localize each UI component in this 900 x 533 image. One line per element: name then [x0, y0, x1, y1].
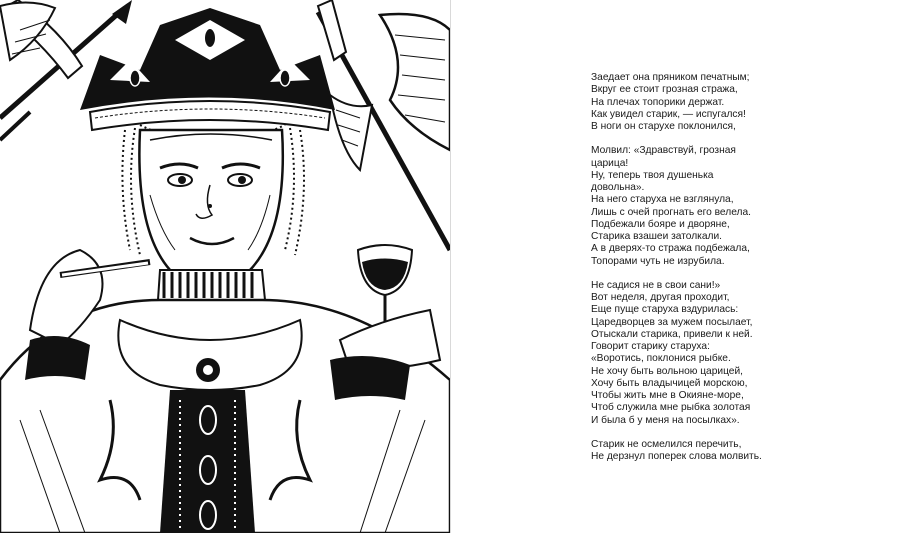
- stanza-2: [591, 145, 891, 268]
- poem-line: Подбежали бояре и дворяне,: [591, 218, 730, 230]
- right-halberd: [318, 0, 450, 250]
- poem-line: Еще пуще старуха вздурилась:: [591, 304, 739, 316]
- poem-line: «Воротись, поклонися рыбке.: [591, 353, 731, 365]
- stanza-4: [591, 439, 891, 464]
- face: [139, 130, 282, 283]
- poem-line: На плечах топорики держат.: [591, 96, 725, 108]
- poem-line: В ноги он старухе поклонился,: [591, 121, 736, 132]
- poem-line: Отыскали старика, привели к ней.: [591, 328, 753, 340]
- poem-line: Заедает она пряником печатным;: [591, 72, 750, 83]
- poem-line: Чтоб служила мне рыбка золотая: [591, 402, 751, 414]
- poem-line: И была б у меня на посылках».: [591, 414, 740, 426]
- poem-line: Вкруг ее стоит грозная стража,: [591, 84, 738, 96]
- poem-line: Вот неделя, другая проходит,: [591, 292, 730, 303]
- poem-line: Не дерзнул поперек слова молвить.: [591, 451, 762, 462]
- poem-line: довольна».: [591, 182, 645, 193]
- stanza-3: [591, 280, 891, 427]
- poem-line: Молвил: «Здравствуй, грозная: [591, 145, 736, 157]
- poem-line: Ну, теперь твоя душенька: [591, 169, 714, 181]
- poem-line: Не хочу быть вольною царицей,: [591, 365, 743, 377]
- poem-line: Говорит старику старуха:: [591, 341, 710, 352]
- poem-line: царица!: [591, 157, 629, 169]
- poem-line: Чтобы жить мне в Окияне-море,: [591, 390, 744, 401]
- poem-line: А в дверях-то стража подбежала,: [591, 243, 750, 255]
- poem-line: Как увидел старик, — испугался!: [591, 108, 746, 120]
- poem-line: Царедворцев за мужем посылает,: [591, 316, 753, 328]
- poem-line: Лишь с очей прогнать его велела.: [591, 206, 751, 218]
- text-page: [451, 0, 900, 533]
- poem-line: Старик не осмелился перечить,: [591, 438, 742, 450]
- stanza-1: [591, 72, 891, 133]
- poem-line: Старика взашеи затолкали.: [591, 231, 722, 242]
- poem-line: Хочу быть владычицей морскою,: [591, 377, 748, 389]
- crown: [80, 8, 335, 130]
- collar: [158, 270, 265, 300]
- poem-line: На него старуха не взглянула,: [591, 194, 734, 206]
- poem-line: Топорами чуть не изрубила.: [591, 255, 725, 267]
- poem-line: Не садися не в свои сани!»: [591, 279, 721, 291]
- poem-text: [591, 72, 891, 475]
